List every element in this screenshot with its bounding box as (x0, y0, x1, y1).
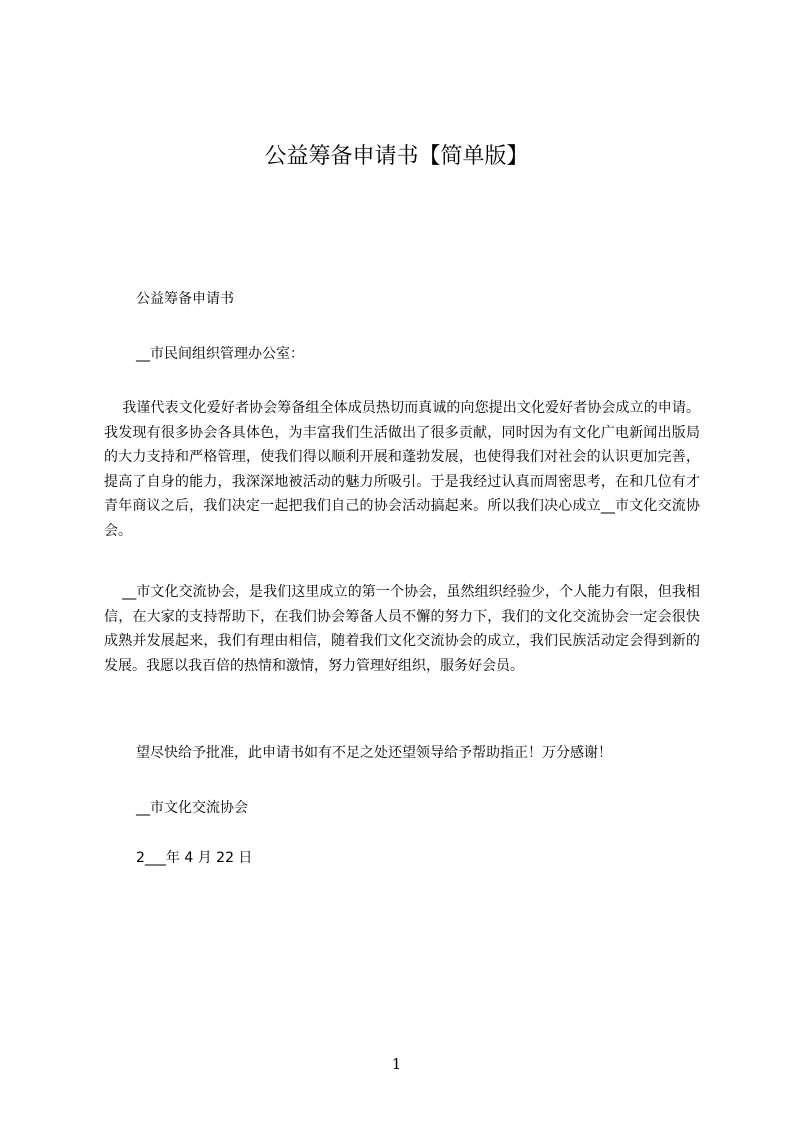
page-number: 1 (391, 1055, 402, 1073)
salutation: __市民间组织管理办公室： (136, 346, 304, 362)
heading-line: 公益筹备申请书 (136, 291, 234, 307)
closing-line: 望尽快给予批准，此申请书如有不足之处还望领导给予帮助指正！万分感谢！ (136, 745, 612, 761)
signature-line: __市文化交流协会 (136, 800, 248, 816)
document-title: 公益筹备申请书【简单版】 (264, 144, 529, 169)
body-paragraph-1: 我谨代表文化爱好者协会筹备组全体成员热切而真诚的向您提出文化爱好者协会成立的申请。我发现有很多协会各具体色，为丰富我们生活做出了很多贡献，同时因为有文化广电新闻出版局的大力支持和严格管理，使我们得以顺利开展和蓬勃发展，也使得我们对社会的认识更加完善，提高了自身的能力，我深深地被活动的魅力所吸引。于是我经过认真而周密思考，在和几位有才青年商议之后，我们决定一起把我们自己的协会活动搞起来。所以我们决心成立__市文化交流协会。 (104, 400, 700, 539)
body-paragraph-2: __市文化交流协会，是我们这里成立的第一个协会，虽然组织经验少，个人能力有限，但我相信，在大家的支持帮助下，在我们协会筹备人员不懈的努力下，我们的文化交流协会一定会很快成熟并发展起来，我们有理由相信，随着我们文化交流协会的成立，我们民族活动定会得到新的发展。我愿以我百倍的热情和激情，努力管理好组织，服务好会员。 (104, 584, 700, 674)
date-line: 2___年 4 月 22 日 (136, 850, 253, 866)
